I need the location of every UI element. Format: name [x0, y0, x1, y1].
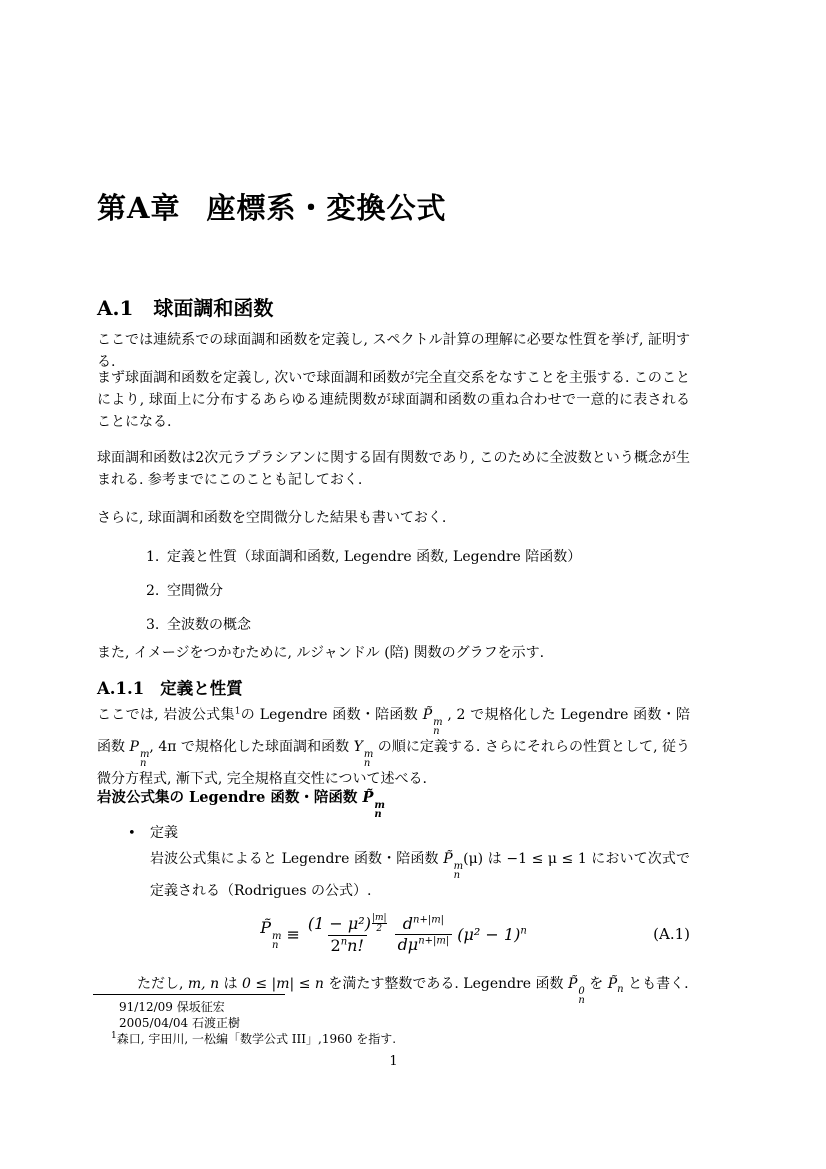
footnote-mark: 1: [234, 706, 241, 717]
text-run: を満たす整数である. Legendre 函数: [323, 976, 568, 992]
math-supsub: [272, 932, 281, 950]
math-supsub: [140, 750, 149, 768]
fraction-numerator: [305, 914, 390, 935]
math-run: 0 ≤ |m| ≤ n: [242, 976, 324, 992]
fraction-numerator: [400, 915, 447, 934]
footnote-1: [111, 1031, 396, 1047]
math-run: n!: [347, 935, 364, 955]
math-sub: n: [578, 995, 585, 1006]
math-sub: n: [374, 809, 382, 820]
footnote-date-1: 91/12/09 保坂征宏: [119, 1000, 225, 1014]
fraction-denominator: [395, 934, 453, 954]
text-run: は: [219, 976, 243, 992]
footnote-text: 森口, 宇田川, 一松編「数学公式 III」,1960 を指す.: [116, 1032, 397, 1046]
text-run: ここでは, 岩波公式集: [97, 707, 235, 723]
list-item-2: [97, 580, 690, 602]
equation-lhs: [260, 918, 281, 950]
equation-number: (A.1): [653, 925, 690, 943]
bullet-body: [97, 848, 690, 902]
math-run: dμ: [397, 934, 419, 954]
section-number: A.1: [97, 296, 134, 320]
bullet-item: [97, 822, 178, 845]
paragraph-2: まず球面調和函数を定義し, 次いで球面調和函数が完全直交系をなすことを主張する. このことにより, 球面上に分布するあらゆる連続関数が球面調和函数の重ね合わせで一意的に表されることになる.: [97, 370, 690, 430]
math-supsub: [454, 862, 463, 880]
equation-tail: [457, 925, 527, 944]
text-run: 岩波公式集の Legendre 函数・陪函数: [97, 789, 363, 806]
math-sup: m: [272, 931, 282, 942]
math-sup: n: [520, 925, 527, 937]
fraction-1: [305, 914, 390, 955]
text-run: の順に定義する. さらにそれらの性質として, 従う微分方程式, 漸下式, 完全規格直交性について述べる.: [97, 739, 691, 787]
text-run: 岩波公式集によると Legendre 函数・陪函数: [150, 851, 444, 867]
math-run: d: [402, 913, 413, 933]
footnote-date-2: 2005/04/04 石渡正樹: [119, 1016, 240, 1030]
bold-heading: [97, 787, 385, 819]
text-run: (μ) は −1 ≤ μ ≤ 1 において次式で定義される（Rodrigues の公式）.: [150, 851, 690, 899]
math-ptilde: P̃: [362, 789, 374, 806]
intro-paragraph: [97, 704, 690, 790]
text-run: とも書く.: [623, 976, 689, 992]
math-sup: m: [363, 749, 374, 760]
math-run: 2: [330, 935, 341, 955]
paragraph-4: さらに, 球面調和函数を空間微分した結果も書いておく.: [97, 510, 447, 526]
fraction-denominator: [328, 935, 367, 955]
text-run: , 4π で規格化した球面調和函数: [149, 739, 354, 755]
numbered-list: [97, 546, 690, 648]
equation-block: [97, 902, 690, 966]
math-supsub: [374, 801, 385, 819]
footnote-rule: [93, 994, 285, 995]
math-sup: m: [139, 749, 150, 760]
math-run: (1 − μ²): [307, 913, 371, 933]
math-y: Y: [353, 739, 363, 755]
math-ptilde: P̃: [567, 976, 578, 992]
math-sup: n+|m|: [413, 914, 445, 926]
bullet-icon: •: [128, 826, 136, 841]
chapter-heading: [97, 186, 447, 227]
list-text: 空間微分: [167, 583, 223, 599]
footnote-mark: 1: [111, 1031, 117, 1041]
math-ptilde: P̃: [443, 851, 453, 867]
text-run: ただし,: [137, 976, 188, 992]
chapter-label: 第A章: [97, 191, 181, 225]
paragraph-5: また, イメージをつかむために, ルジャンドル (陪) 関数のグラフを示す.: [97, 645, 545, 661]
math-sup: 0: [578, 986, 585, 997]
text-block: [97, 0, 690, 1169]
math-run: m, n: [187, 976, 220, 992]
math-ptilde: P̃: [260, 918, 271, 937]
math-sup: m: [433, 717, 443, 728]
math-sup: m: [374, 800, 385, 811]
text-run: , 2 で規格化した Legendre 函数・陪函数: [97, 707, 690, 755]
math-ptilde: P̃: [422, 707, 433, 723]
math-sub: n: [139, 758, 147, 769]
section-title: 球面調和函数: [153, 296, 274, 320]
paragraph-3: 球面調和函数は2次元ラプラシアンに関する固有関数であり, このために全波数という概念が生まれる. 参考までにこのことも記しておく.: [97, 450, 690, 488]
math-sup: n: [340, 936, 348, 948]
math-ptilde: P̃: [607, 976, 618, 992]
list-text: 定義と性質（球面調和函数, Legendre 函数, Legendre 陪函数）: [167, 549, 582, 565]
math-sub: n: [363, 758, 371, 769]
math-sup: m: [453, 861, 464, 872]
paragraph-1: ここでは連続系での球面調和函数を定義し, スペクトル計算の理解に必要な性質を挙げ, 証明する.: [97, 332, 690, 370]
subsection-heading: [97, 675, 243, 699]
subsection-title: 定義と性質: [160, 679, 243, 698]
page-number: 1: [389, 1054, 398, 1069]
section-heading: [97, 292, 273, 321]
math-supsub: [433, 718, 442, 736]
list-number: 1.: [146, 549, 160, 565]
list-number: 3.: [146, 617, 160, 633]
math-sub: n: [433, 726, 440, 737]
exp-numerator: |m|: [371, 912, 387, 923]
list-item-1: [97, 546, 690, 568]
math-sub: n: [272, 940, 279, 951]
text-run: の Legendre 函数・陪函数: [240, 707, 423, 723]
equiv-symbol: ≡: [286, 924, 300, 944]
list-item-3: [97, 614, 690, 636]
math-sub: n: [617, 983, 624, 995]
math-sup: n+|m|: [418, 935, 450, 947]
subsection-number: A.1.1: [97, 679, 145, 698]
list-number: 2.: [146, 583, 160, 599]
chapter-title: 座標系・変換公式: [206, 191, 447, 225]
math-run: (μ² − 1): [457, 924, 521, 944]
exponent-fraction: [372, 914, 387, 934]
math-sub: n: [453, 870, 461, 881]
math-supsub: [364, 750, 373, 768]
bullet-label: 定義: [150, 825, 178, 841]
list-text: 全波数の概念: [167, 617, 251, 633]
math-p: P: [129, 739, 139, 755]
text-run: を: [584, 976, 608, 992]
equation-body: [97, 902, 690, 966]
fraction-2: [395, 915, 453, 954]
exp-denominator: 2: [372, 923, 387, 934]
